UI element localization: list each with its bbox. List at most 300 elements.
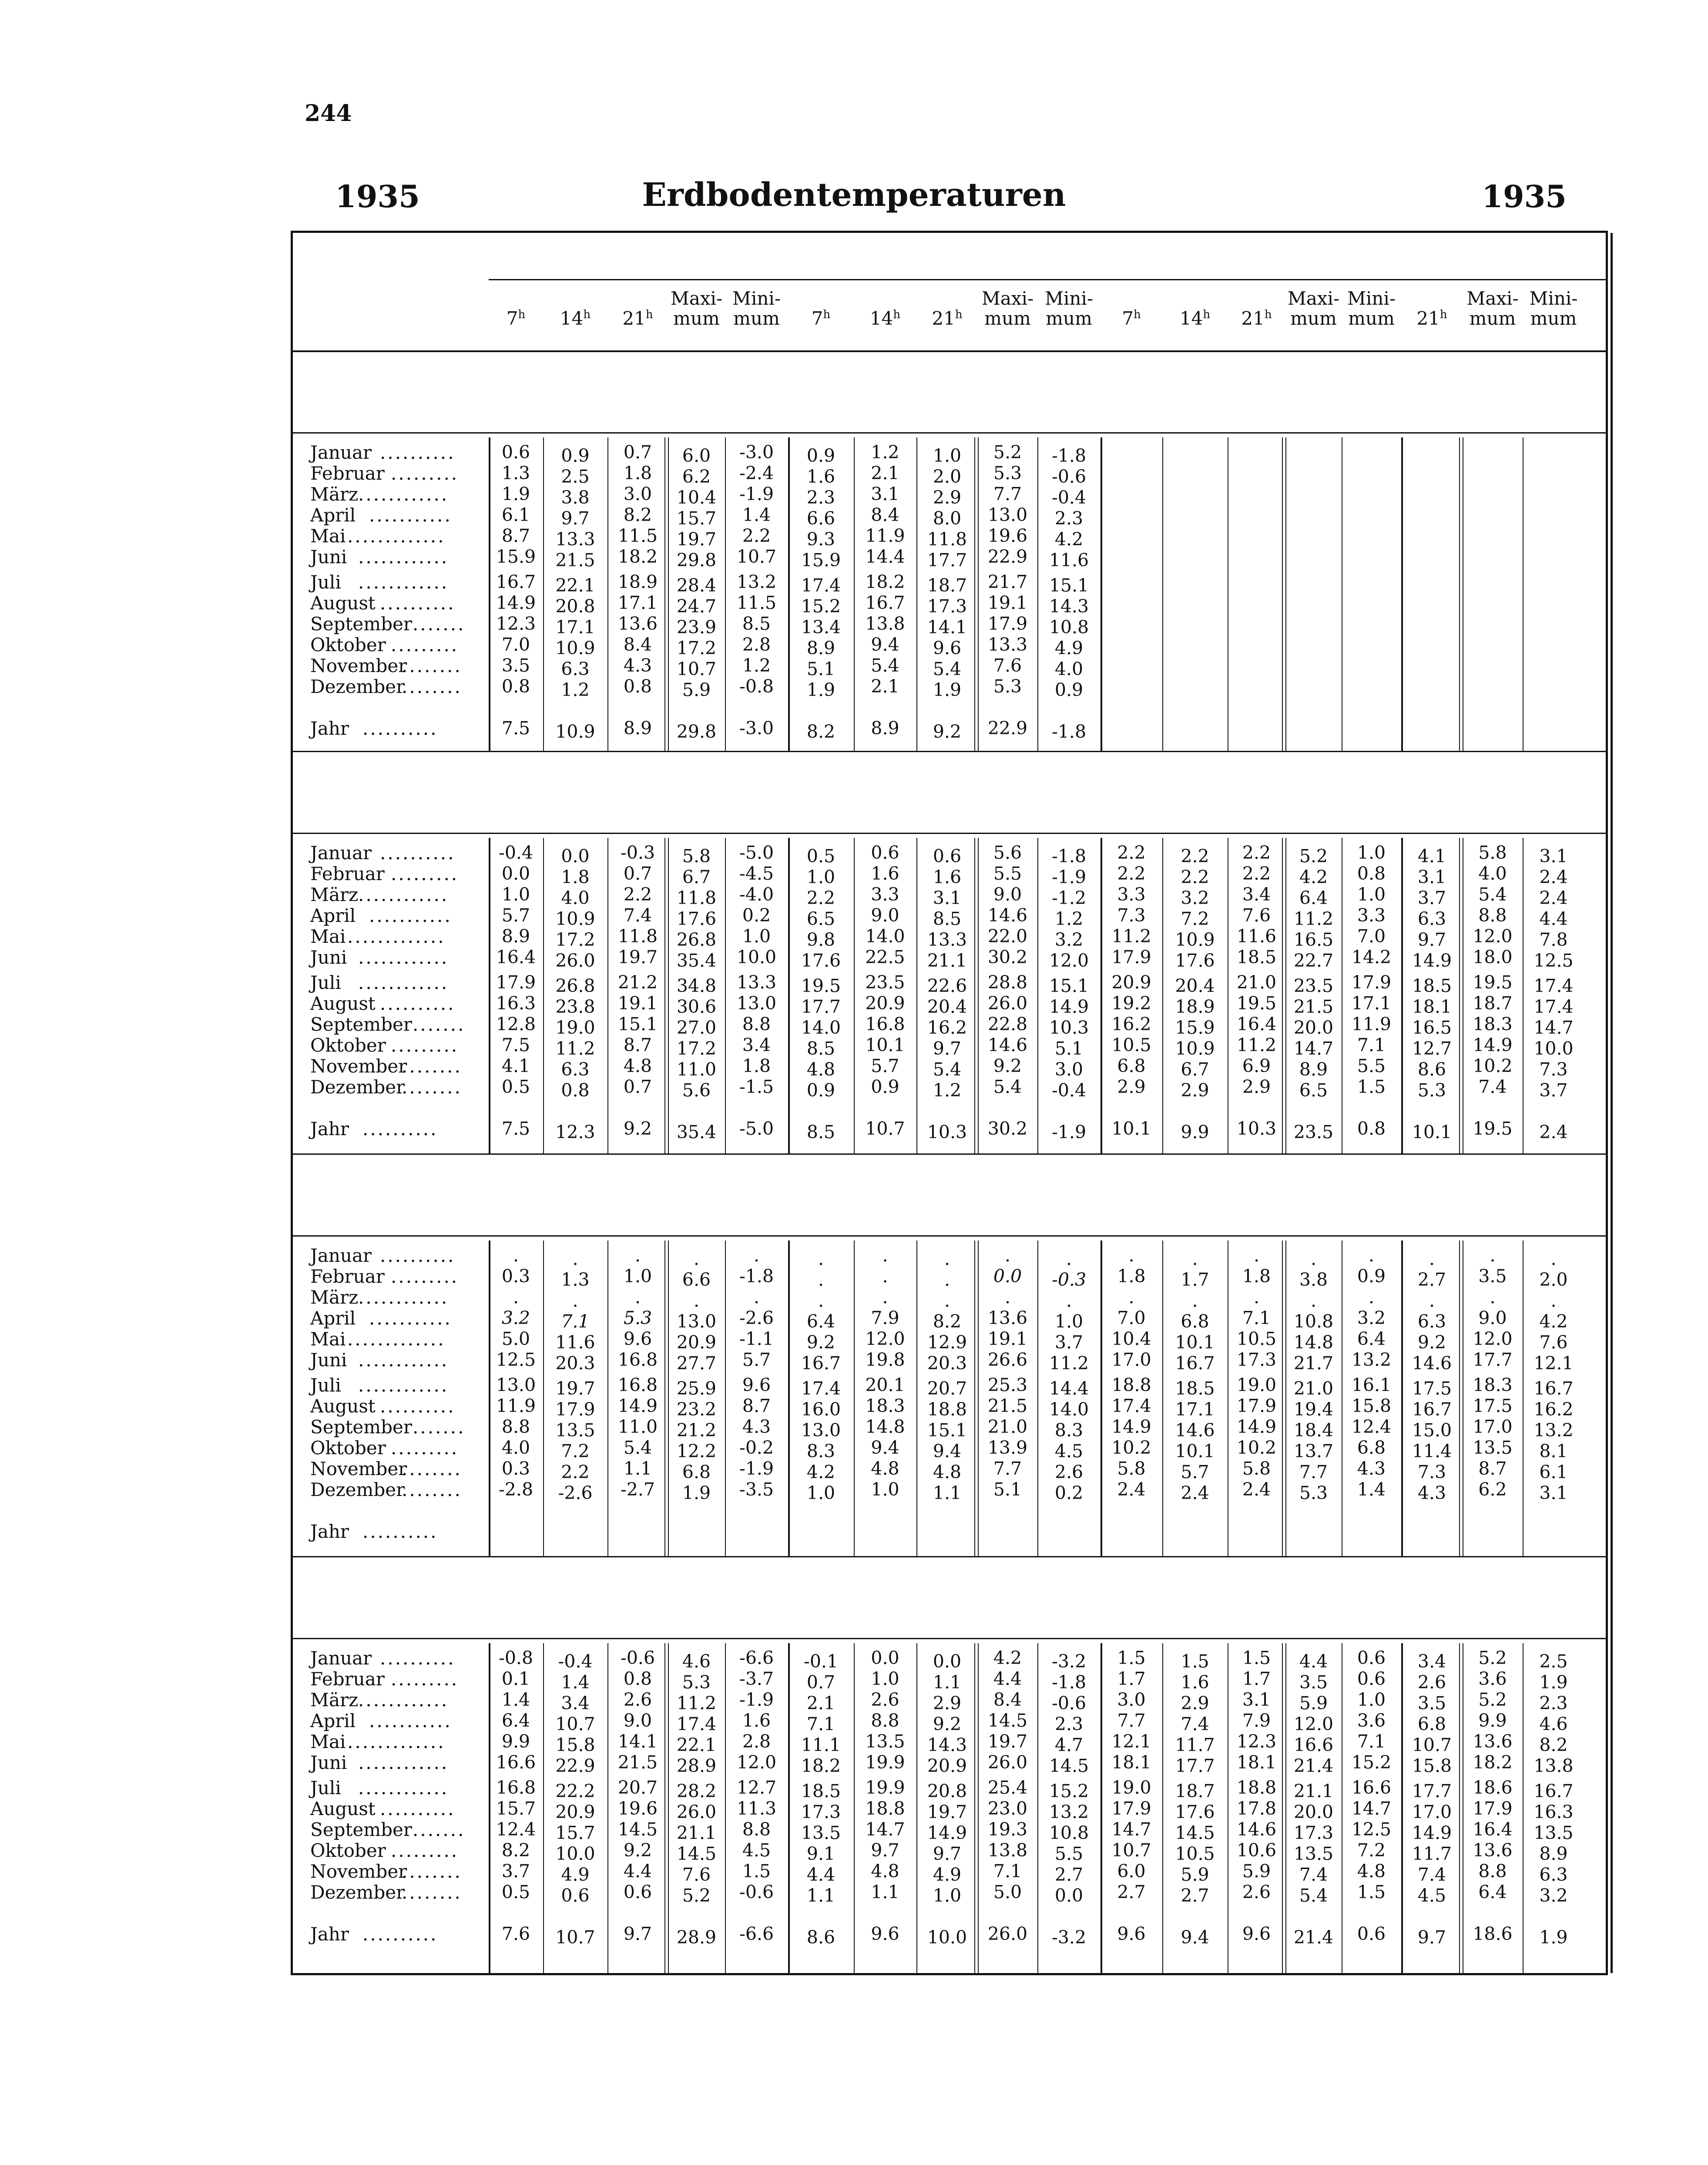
table-cell: 23.5 xyxy=(1293,975,1334,996)
table-cell: 15.7 xyxy=(496,1798,536,1819)
table-cell: 14.5 xyxy=(1049,1755,1089,1776)
table-cell: 5.4 xyxy=(1299,1885,1328,1906)
table-cell: 20.9 xyxy=(1111,972,1151,993)
table-cell-year: 0.8 xyxy=(1357,1118,1386,1139)
year-label: Jahr xyxy=(310,1923,349,1945)
table-cell: . xyxy=(818,1290,824,1311)
table-cell: . xyxy=(1253,1287,1260,1308)
table-cell: 18.9 xyxy=(1175,996,1215,1017)
table-cell: 8.4 xyxy=(993,1689,1022,1710)
table-cell: . xyxy=(1310,1290,1317,1311)
dot-leader: ............ xyxy=(358,1287,449,1308)
table-cell: 3.2 xyxy=(501,1308,530,1328)
hour-suffix: h xyxy=(1203,308,1211,321)
table-cell: 1.0 xyxy=(742,926,771,947)
table-cell: 21.5 xyxy=(555,550,595,571)
table-cell: -0.3 xyxy=(1051,1269,1087,1290)
table-cell: 1.8 xyxy=(1242,1266,1271,1287)
table-cell: 3.2 xyxy=(1357,1308,1386,1328)
table-cell: 19.7 xyxy=(987,1731,1028,1752)
table-cell: 12.0 xyxy=(1473,1328,1513,1349)
table-cell: 2.9 xyxy=(1181,1693,1209,1714)
table-cell: 3.6 xyxy=(1478,1668,1507,1689)
table-cell: 8.0 xyxy=(933,508,962,529)
table-cell: 5.8 xyxy=(1478,842,1507,863)
table-cell: 5.4 xyxy=(871,655,899,676)
table-cell: 2.9 xyxy=(1181,1080,1209,1101)
table-cell: 3.3 xyxy=(1357,905,1386,926)
table-cell: 16.6 xyxy=(1351,1777,1392,1798)
table-cell: 16.4 xyxy=(1236,1014,1277,1035)
table-cell: 21.1 xyxy=(927,950,967,971)
dot-leader: .......... xyxy=(362,718,438,739)
table-cell: 8.8 xyxy=(501,1416,530,1437)
table-cell: -1.9 xyxy=(1051,867,1087,888)
table-cell: 9.8 xyxy=(806,929,836,950)
table-cell: 5.4 xyxy=(1478,884,1507,905)
table-cell-year: -6.6 xyxy=(739,1923,774,1944)
table-cell: 10.5 xyxy=(1236,1328,1277,1349)
table-cell: 4.4 xyxy=(993,1668,1022,1689)
table-cell: 11.2 xyxy=(1111,926,1151,947)
table-cell: 2.2 xyxy=(1117,842,1146,863)
table-cell: 18.5 xyxy=(1412,975,1452,996)
table-cell: 1.3 xyxy=(501,463,530,484)
table-cell: 0.8 xyxy=(623,676,652,697)
table-cell: 9.1 xyxy=(806,1843,836,1864)
table-cell: -2.8 xyxy=(498,1479,534,1500)
table-cell: 9.2 xyxy=(806,1332,836,1353)
table-cell: . xyxy=(944,1248,950,1269)
year-label: Jahr xyxy=(310,1521,349,1542)
table-cell: 17.9 xyxy=(987,613,1028,634)
table-cell: 12.9 xyxy=(927,1332,967,1353)
table-cell: 5.2 xyxy=(1478,1647,1507,1668)
table-cell: 6.4 xyxy=(1478,1882,1507,1903)
table-cell: 19.5 xyxy=(1473,972,1513,993)
table-cell: 14.6 xyxy=(1175,1420,1215,1441)
table-cell-year: 2.4 xyxy=(1539,1122,1568,1143)
table-cell: 14.2 xyxy=(1351,947,1392,968)
table-cell: 15.7 xyxy=(555,1822,595,1843)
table-cell: 2.6 xyxy=(623,1689,652,1710)
table-cell: 0.9 xyxy=(561,445,590,466)
table-cell: 4.4 xyxy=(623,1861,652,1882)
table-cell: 14.7 xyxy=(1351,1798,1392,1819)
table-cell: 21.7 xyxy=(1293,1353,1334,1374)
table-cell: 17.2 xyxy=(676,638,717,659)
table-cell: 26.0 xyxy=(987,1752,1028,1773)
month-label: Oktober xyxy=(310,1437,386,1459)
table-cell: 9.0 xyxy=(623,1710,652,1731)
table-cell: 3.5 xyxy=(1417,1693,1446,1714)
month-label: Januar xyxy=(310,842,372,864)
table-cell: -2.6 xyxy=(558,1483,593,1503)
table-cell-year: 8.5 xyxy=(806,1122,836,1143)
month-label: Dezember xyxy=(310,1479,405,1500)
table-cell: 7.2 xyxy=(561,1441,590,1462)
table-cell: 11.7 xyxy=(1175,1735,1215,1755)
table-cell: 18.3 xyxy=(1473,1014,1513,1035)
table-cell: 14.7 xyxy=(865,1819,905,1840)
table-cell: 23.8 xyxy=(555,996,595,1017)
dot-leader: ............ xyxy=(358,972,449,993)
table-cell: 7.3 xyxy=(1417,1462,1446,1483)
table-cell: 7.3 xyxy=(1539,1059,1568,1080)
table-cell: . xyxy=(882,1245,888,1266)
table-cell: 0.8 xyxy=(501,676,530,697)
table-cell: 2.5 xyxy=(1539,1651,1568,1672)
dot-leader: ....... xyxy=(413,613,466,635)
table-cell: 19.2 xyxy=(1111,993,1151,1014)
table-cell: 18.1 xyxy=(1236,1752,1277,1773)
month-label: November xyxy=(310,1861,407,1882)
table-cell: 29.8 xyxy=(676,550,717,571)
table-cell: 3.0 xyxy=(1054,1059,1084,1080)
table-cell: 2.7 xyxy=(1181,1885,1209,1906)
table-cell: 30.2 xyxy=(987,947,1028,968)
table-cell: 17.3 xyxy=(1293,1822,1334,1843)
table-cell: 6.1 xyxy=(1539,1462,1568,1483)
table-cell: 11.2 xyxy=(1293,908,1334,929)
table-cell: 15.8 xyxy=(1412,1755,1452,1776)
table-cell: 4.8 xyxy=(1357,1861,1386,1882)
table-cell: 6.4 xyxy=(1357,1328,1386,1349)
month-label: Februar xyxy=(310,863,385,884)
table-cell: . xyxy=(572,1290,578,1311)
table-cell: 12.5 xyxy=(1351,1819,1392,1840)
table-cell: 7.7 xyxy=(993,484,1022,504)
table-cell: 17.9 xyxy=(1111,1798,1151,1819)
table-cell: -1.8 xyxy=(1051,445,1087,466)
table-cell: 12.3 xyxy=(1236,1731,1277,1752)
table-cell: 13.2 xyxy=(1351,1349,1392,1370)
hour-label: 7 xyxy=(506,308,518,329)
hour-suffix: h xyxy=(893,308,901,321)
table-cell: 18.3 xyxy=(1473,1375,1513,1395)
table-cell: 18.9 xyxy=(617,572,658,592)
column-rule xyxy=(1162,437,1163,751)
month-label: November xyxy=(310,655,407,676)
dot-leader: ........... xyxy=(369,504,452,526)
column-rule xyxy=(1401,437,1403,751)
table-cell: 5.2 xyxy=(1478,1689,1507,1710)
table-cell: 0.6 xyxy=(1357,1647,1386,1668)
table-cell: 1.0 xyxy=(806,1483,836,1503)
dot-leader: ............ xyxy=(358,484,449,505)
table-cell-year: 22.9 xyxy=(987,718,1028,739)
table-cell: 26.0 xyxy=(676,1802,717,1822)
table-cell: 19.4 xyxy=(1293,1399,1334,1420)
table-cell: 4.3 xyxy=(1357,1458,1386,1479)
table-cell: 16.7 xyxy=(801,1353,841,1374)
table-cell: 14.6 xyxy=(1236,1819,1277,1840)
table-cell: 1.8 xyxy=(742,1056,771,1076)
table-cell: . xyxy=(1192,1290,1198,1311)
table-cell: 2.4 xyxy=(1181,1483,1209,1503)
table-cell: 8.6 xyxy=(1417,1059,1446,1080)
table-cell: 2.1 xyxy=(806,1693,836,1714)
table-cell: 3.2 xyxy=(1181,888,1209,908)
table-cell: 10.8 xyxy=(1049,617,1089,638)
table-cell: 0.7 xyxy=(623,442,652,463)
table-cell-year: 10.1 xyxy=(1412,1122,1452,1143)
table-cell: 0.0 xyxy=(993,1266,1022,1287)
table-cell: 10.3 xyxy=(1049,1017,1089,1038)
table-cell: 6.1 xyxy=(501,504,530,525)
table-cell: 9.0 xyxy=(1478,1308,1507,1328)
table-cell: 19.5 xyxy=(1236,993,1277,1014)
table-cell: 14.9 xyxy=(1049,996,1089,1017)
table-cell: 0.0 xyxy=(871,1647,899,1668)
station-rule xyxy=(293,1235,1606,1237)
table-cell: -5.0 xyxy=(739,842,774,863)
table-cell-year: 9.2 xyxy=(933,721,962,742)
table-cell: -0.3 xyxy=(620,842,655,863)
table-cell: 1.9 xyxy=(933,679,962,700)
table-cell: 18.1 xyxy=(1111,1752,1151,1773)
table-cell: 2.2 xyxy=(806,888,836,908)
table-cell: 13.0 xyxy=(676,1311,717,1332)
column-subheader xyxy=(1101,305,1162,329)
table-cell: 10.7 xyxy=(1111,1840,1151,1861)
table-cell-year: 7.5 xyxy=(501,718,530,739)
table-cell-year: 9.9 xyxy=(1181,1122,1209,1143)
table-cell: 17.4 xyxy=(801,575,841,596)
table-cell: -0.2 xyxy=(739,1437,774,1458)
table-cell: 7.7 xyxy=(1299,1462,1328,1483)
month-label: Oktober xyxy=(310,1840,386,1861)
table-cell: 2.9 xyxy=(1117,1076,1146,1097)
table-cell: 9.2 xyxy=(623,1840,652,1861)
month-label: November xyxy=(310,1056,407,1077)
table-cell: 25.3 xyxy=(987,1375,1028,1395)
year-left: 1935 xyxy=(335,178,420,215)
table-cell: 8.4 xyxy=(871,504,899,525)
table-cell: 27.7 xyxy=(676,1353,717,1374)
table-cell: 4.8 xyxy=(623,1056,652,1076)
table-cell: 1.5 xyxy=(1242,1647,1271,1668)
column-subheader xyxy=(1401,305,1463,329)
table-cell: 1.0 xyxy=(933,445,962,466)
hour-label: 14 xyxy=(560,308,584,329)
table-cell: 6.8 xyxy=(1417,1714,1446,1735)
table-cell: 17.4 xyxy=(676,1714,717,1735)
table-cell: 17.6 xyxy=(801,950,841,971)
table-cell: 4.8 xyxy=(871,1458,899,1479)
month-label: Januar xyxy=(310,1647,372,1669)
table-cell: . xyxy=(1192,1248,1198,1269)
table-cell: 1.5 xyxy=(1181,1651,1209,1672)
dot-leader: ........ xyxy=(402,1458,462,1479)
table-cell: 2.6 xyxy=(1054,1462,1084,1483)
table-cell: 7.2 xyxy=(1357,1840,1386,1861)
table-cell: 21.4 xyxy=(1293,1755,1334,1776)
table-cell: 6.4 xyxy=(1299,888,1328,908)
table-cell: 0.6 xyxy=(501,442,530,463)
table-cell: 17.8 xyxy=(1236,1798,1277,1819)
table-cell: 1.7 xyxy=(1117,1668,1146,1689)
table-cell: -1.2 xyxy=(1051,888,1087,908)
table-cell: 17.9 xyxy=(1236,1395,1277,1416)
column-subheader xyxy=(788,305,854,329)
table-cell: 14.5 xyxy=(987,1710,1028,1731)
dot-leader: ........ xyxy=(402,1056,462,1077)
hour-suffix: h xyxy=(823,308,831,321)
table-cell: 3.3 xyxy=(871,884,899,905)
table-cell: 30.6 xyxy=(676,996,717,1017)
table-cell: 14.5 xyxy=(676,1843,717,1864)
table-cell: 2.1 xyxy=(871,463,899,484)
table-cell: 1.1 xyxy=(933,1483,962,1503)
table-cell-year: 10.7 xyxy=(865,1118,905,1139)
table-cell: 10.9 xyxy=(555,908,595,929)
table-cell: 2.2 xyxy=(1181,846,1209,867)
table-cell: 3.1 xyxy=(1539,1483,1568,1503)
table-cell: 14.5 xyxy=(1175,1822,1215,1843)
table-cell: 2.9 xyxy=(1242,1076,1271,1097)
table-cell: 11.1 xyxy=(801,1735,841,1755)
table-cell: 13.5 xyxy=(865,1731,905,1752)
table-cell: 21.7 xyxy=(987,572,1028,592)
table-cell: 2.5 xyxy=(561,466,590,487)
table-cell: 12.0 xyxy=(736,1752,777,1773)
month-label: September xyxy=(310,1416,412,1438)
table-cell: 2.2 xyxy=(623,884,652,905)
table-cell: 3.7 xyxy=(1054,1332,1084,1353)
month-label: August xyxy=(310,592,376,614)
table-cell: 2.2 xyxy=(1242,863,1271,884)
table-cell: 21.2 xyxy=(617,972,658,993)
table-cell: 11.2 xyxy=(676,1693,717,1714)
table-cell: . xyxy=(693,1248,700,1269)
table-cell: 4.0 xyxy=(1478,863,1507,884)
table-cell: 13.8 xyxy=(987,1840,1028,1861)
table-cell: 11.8 xyxy=(676,888,717,908)
table-cell: 16.2 xyxy=(1111,1014,1151,1035)
table-cell: 14.7 xyxy=(1534,1017,1574,1038)
table-cell: 18.7 xyxy=(1175,1781,1215,1802)
table-cell-year: 23.5 xyxy=(1293,1122,1334,1143)
table-cell: 3.5 xyxy=(1478,1266,1507,1287)
table-cell: 6.8 xyxy=(1117,1056,1146,1076)
table-cell: 11.6 xyxy=(1049,550,1089,571)
table-cell: 21.5 xyxy=(987,1395,1028,1416)
table-cell: -0.6 xyxy=(739,1882,774,1903)
table-cell: 17.5 xyxy=(1473,1395,1513,1416)
hour-suffix: h xyxy=(1133,308,1141,321)
table-cell: 11.0 xyxy=(676,1059,717,1080)
table-cell: 2.4 xyxy=(1117,1479,1146,1500)
month-label: Mai xyxy=(310,926,346,947)
hour-suffix: h xyxy=(645,308,653,321)
table-cell: 14.1 xyxy=(927,617,967,638)
table-cell: 21.1 xyxy=(1293,1781,1334,1802)
table-cell: 19.9 xyxy=(865,1777,905,1798)
dot-leader: ............. xyxy=(347,926,446,947)
table-cell: 2.4 xyxy=(1539,888,1568,908)
table-cell: 16.5 xyxy=(1412,1017,1452,1038)
table-cell: 6.3 xyxy=(1417,1311,1446,1332)
block-bottom-rule xyxy=(293,1556,1606,1557)
table-cell: -0.1 xyxy=(803,1651,839,1672)
month-label: April xyxy=(310,1308,356,1329)
table-cell: 7.0 xyxy=(1357,926,1386,947)
table-cell: 5.9 xyxy=(682,679,711,700)
table-cell: 11.8 xyxy=(927,529,967,550)
table-cell: 2.8 xyxy=(742,1731,771,1752)
table-cell: 23.2 xyxy=(676,1399,717,1420)
table-cell: 14.9 xyxy=(1412,1822,1452,1843)
table-cell: 15.1 xyxy=(617,1014,658,1035)
table-cell: 3.7 xyxy=(501,1861,530,1882)
table-cell: 2.6 xyxy=(871,1689,899,1710)
dot-leader: ........ xyxy=(402,1861,462,1882)
table-cell: 10.8 xyxy=(1049,1822,1089,1843)
table-cell: 3.8 xyxy=(1299,1269,1328,1290)
dot-leader: ............. xyxy=(347,1731,446,1752)
table-cell: 14.9 xyxy=(1412,950,1452,971)
table-cell: 10.0 xyxy=(1534,1038,1574,1059)
table-cell: 17.9 xyxy=(555,1399,595,1420)
table-cell: . xyxy=(513,1245,519,1266)
table-cell-year: 18.6 xyxy=(1473,1923,1513,1944)
table-cell: -0.4 xyxy=(558,1651,593,1672)
table-cell: 8.2 xyxy=(623,504,652,525)
table-cell: 34.8 xyxy=(676,975,717,996)
month-label: Juli xyxy=(310,572,341,593)
table-cell: 1.0 xyxy=(1357,842,1386,863)
table-cell: 5.1 xyxy=(993,1479,1022,1500)
table-cell: 5.8 xyxy=(1117,1458,1146,1479)
table-cell: 2.9 xyxy=(933,1693,962,1714)
table-cell: 8.7 xyxy=(623,1035,652,1056)
month-label: März xyxy=(310,884,359,905)
table-cell: 0.5 xyxy=(501,1076,530,1097)
table-cell: 4.3 xyxy=(623,655,652,676)
table-cell: 7.4 xyxy=(623,905,652,926)
table-cell-year: 9.6 xyxy=(1242,1923,1271,1944)
table-cell: 5.2 xyxy=(1299,846,1328,867)
table-cell: 14.6 xyxy=(987,905,1028,926)
table-cell: . xyxy=(1368,1245,1375,1266)
table-cell: 18.5 xyxy=(1175,1378,1215,1399)
table-cell: 7.3 xyxy=(1117,905,1146,926)
table-cell: 1.2 xyxy=(933,1080,962,1101)
table-cell: 15.2 xyxy=(1351,1752,1392,1773)
table-cell: 0.8 xyxy=(561,1080,590,1101)
month-label: April xyxy=(310,1710,356,1731)
table-cell: 13.3 xyxy=(987,634,1028,655)
month-label: April xyxy=(310,905,356,926)
table-cell: 9.7 xyxy=(871,1840,899,1861)
table-cell: 11.3 xyxy=(736,1798,777,1819)
table-cell: . xyxy=(1550,1248,1557,1269)
table-cell: 1.0 xyxy=(1357,1689,1386,1710)
table-cell: 9.7 xyxy=(933,1038,962,1059)
table-cell: 1.1 xyxy=(933,1672,962,1693)
table-cell: -1.8 xyxy=(1051,846,1087,867)
table-cell: 1.1 xyxy=(871,1882,899,1903)
dot-leader: ........ xyxy=(402,1076,462,1098)
table-cell: 0.7 xyxy=(806,1672,836,1693)
table-cell: . xyxy=(1429,1248,1435,1269)
month-label: August xyxy=(310,1798,376,1819)
table-cell: 14.9 xyxy=(1236,1416,1277,1437)
table-cell: 13.5 xyxy=(555,1420,595,1441)
table-cell: 14.7 xyxy=(1293,1038,1334,1059)
table-cell: 3.5 xyxy=(1299,1672,1328,1693)
